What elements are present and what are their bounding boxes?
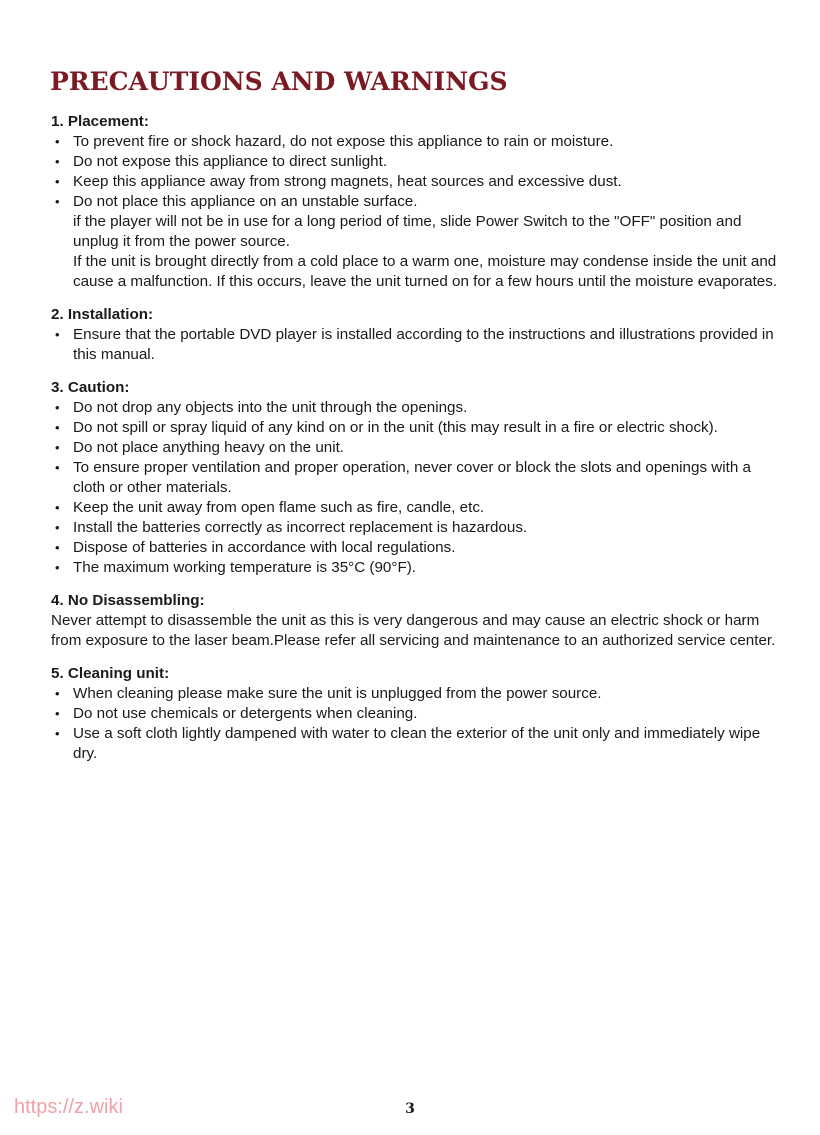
list-item: • Dispose of batteries in accordance with local regulations.	[51, 538, 786, 558]
sub-paragraph: If the unit is brought directly from a cold place to a warm one, moisture may condense inside the unit and cause a malfunction. If this occurs, leave the unit turned on for a few hours until the moisture evaporates.	[73, 253, 778, 290]
list-item: • Install the batteries correctly as incorrect replacement is hazardous.	[51, 518, 786, 538]
page-title: PRECAUTIONS AND WARNINGS	[50, 66, 508, 96]
list-item: • Do not place this appliance on an unstable surface.	[51, 192, 786, 212]
list-item: • Do not drop any objects into the unit through the openings.	[51, 398, 786, 418]
section-no-disassembling	[51, 591, 786, 651]
page-number: 3	[405, 1101, 415, 1117]
list-item: • Do not expose this appliance to direct sunlight.	[51, 152, 786, 172]
section-heading: 4. No Disassembling:	[51, 592, 205, 609]
bullet-list	[51, 325, 786, 365]
section-cleaning-unit	[51, 664, 786, 764]
list-item: • The maximum working temperature is 35°C (90°F).	[51, 558, 786, 578]
bullet-list	[51, 132, 786, 212]
bullet-list	[51, 398, 786, 578]
list-item: • Keep the unit away from open flame such as fire, candle, etc.	[51, 498, 786, 518]
section-caution	[51, 378, 786, 578]
watermark-link[interactable]: https://z.wiki	[14, 1096, 123, 1118]
list-item: • To prevent fire or shock hazard, do not expose this appliance to rain or moisture.	[51, 132, 786, 152]
page-content	[51, 112, 786, 777]
section-installation	[51, 305, 786, 365]
list-item: • Ensure that the portable DVD player is installed according to the instructions and illustrations provided in this manual.	[51, 325, 786, 365]
list-item: • Use a soft cloth lightly dampened with water to clean the exterior of the unit only and immediately wipe dry.	[51, 724, 786, 764]
list-item: • Do not place anything heavy on the unit.	[51, 438, 786, 458]
bullet-list	[51, 684, 786, 764]
list-item: • Do not use chemicals or detergents when cleaning.	[51, 704, 786, 724]
sub-paragraph: if the player will not be in use for a long period of time, slide Power Switch to the "OFF" position and unplug it from the power source.	[73, 213, 742, 250]
section-heading: 5. Cleaning unit:	[51, 665, 170, 682]
section-heading: 1. Placement:	[51, 113, 149, 130]
list-item: • Do not spill or spray liquid of any kind on or in the unit (this may result in a fire or electric shock).	[51, 418, 786, 438]
list-item: • To ensure proper ventilation and proper operation, never cover or block the slots and openings with a cloth or other materials.	[51, 458, 786, 498]
list-item: • Keep this appliance away from strong magnets, heat sources and excessive dust.	[51, 172, 786, 192]
section-placement	[51, 112, 786, 292]
paragraph: Never attempt to disassemble the unit as this is very dangerous and may cause an electric shock or harm from exposure to the laser beam.Please refer all servicing and maintenance to an authorized service center.	[51, 612, 776, 649]
section-heading: 2. Installation:	[51, 306, 154, 323]
section-heading: 3. Caution:	[51, 379, 130, 396]
list-item: • When cleaning please make sure the unit is unplugged from the power source.	[51, 684, 786, 704]
